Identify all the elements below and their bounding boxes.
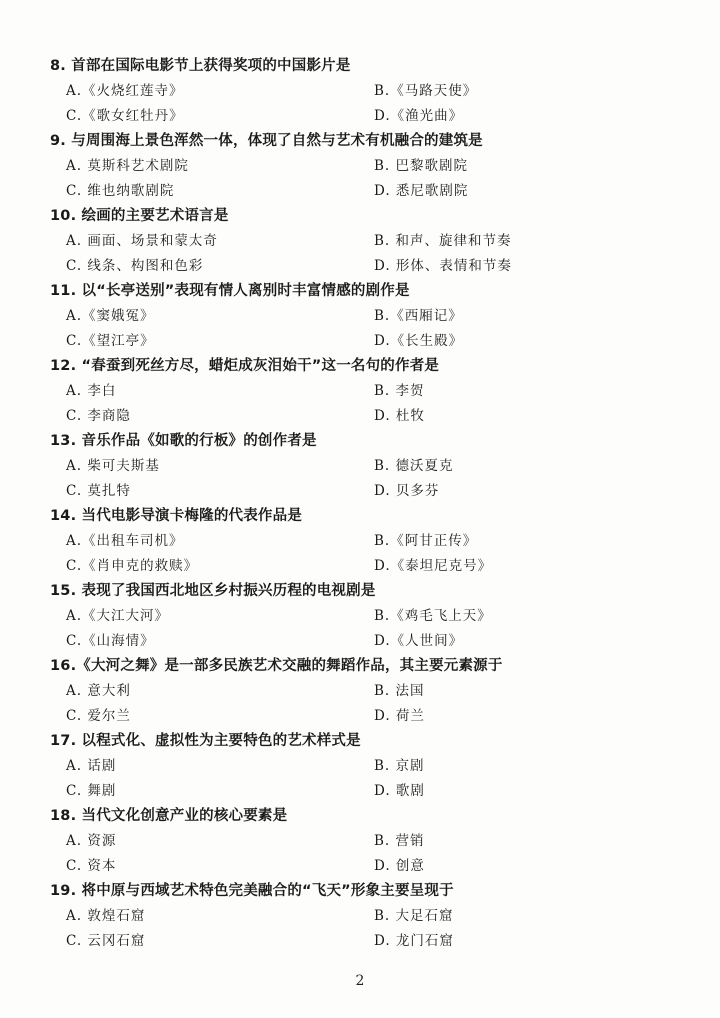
question-stem: 18. 当代文化创意产业的核心要素是	[50, 808, 288, 824]
question-stem: 10. 绘画的主要艺术语言是	[50, 208, 229, 224]
option-c: C. 李商隐	[66, 408, 131, 424]
question-list	[50, 54, 690, 954]
option-row	[50, 904, 690, 929]
option-b: B.《马路天使》	[374, 83, 478, 99]
question-9	[50, 129, 690, 204]
option-d: D. 龙门石窟	[374, 933, 454, 949]
option-b: B. 李贺	[374, 383, 425, 399]
option-b: B. 德沃夏克	[374, 458, 454, 474]
option-row	[50, 79, 690, 104]
option-b: B.《鸡毛飞上天》	[374, 608, 492, 624]
option-a: A.《窦娥冤》	[66, 308, 155, 324]
option-c: C.《歌女红牡丹》	[66, 108, 184, 124]
question-stem: 9. 与周围海上景色浑然一体，体现了自然与艺术有机融合的建筑是	[50, 133, 483, 149]
option-row	[50, 154, 690, 179]
option-a: A. 李白	[66, 383, 117, 399]
option-b: B. 法国	[374, 683, 425, 699]
option-a: A.《火烧红莲寺》	[66, 83, 184, 99]
question-stem: 15. 表现了我国西北地区乡村振兴历程的电视剧是	[50, 583, 376, 599]
question-stem: 19. 将中原与西域艺术特色完美融合的“飞天”形象主要呈现于	[50, 883, 454, 899]
option-row	[50, 529, 690, 554]
option-row	[50, 404, 690, 429]
option-a: A. 莫斯科艺术剧院	[66, 158, 189, 174]
option-row	[50, 929, 690, 954]
option-b: B. 大足石窟	[374, 908, 454, 924]
option-d: D.《人世间》	[374, 633, 464, 649]
option-a: A. 话剧	[66, 758, 117, 774]
option-row	[50, 479, 690, 504]
option-d: D. 歌剧	[374, 783, 425, 799]
option-a: A. 柴可夫斯基	[66, 458, 160, 474]
option-row	[50, 329, 690, 354]
question-stem: 8. 首部在国际电影节上获得奖项的中国影片是	[50, 58, 351, 74]
question-stem: 16.《大河之舞》是一部多民族艺术交融的舞蹈作品，其主要元素源于	[50, 658, 503, 674]
option-b: B.《阿甘正传》	[374, 533, 478, 549]
question-11	[50, 279, 690, 354]
option-d: D.《渔光曲》	[374, 108, 464, 124]
question-15	[50, 579, 690, 654]
question-stem: 14. 当代电影导演卡梅隆的代表作品是	[50, 508, 303, 524]
option-row	[50, 704, 690, 729]
question-stem: 12. “春蚕到死丝方尽，蜡炬成灰泪始干”这一名句的作者是	[50, 358, 440, 374]
option-a: A. 意大利	[66, 683, 131, 699]
option-a: A.《出租车司机》	[66, 533, 184, 549]
option-row	[50, 104, 690, 129]
option-row	[50, 254, 690, 279]
option-row	[50, 779, 690, 804]
option-row	[50, 754, 690, 779]
option-row	[50, 379, 690, 404]
option-a: A. 敦煌石窟	[66, 908, 146, 924]
question-18	[50, 804, 690, 879]
option-c: C. 资本	[66, 858, 117, 874]
option-d: D. 荷兰	[374, 708, 425, 724]
option-c: C. 线条、构图和色彩	[66, 258, 204, 274]
option-c: C.《肖申克的救赎》	[66, 558, 199, 574]
question-stem: 13. 音乐作品《如歌的行板》的创作者是	[50, 433, 317, 449]
option-b: B. 巴黎歌剧院	[374, 158, 469, 174]
option-c: C. 云冈石窟	[66, 933, 146, 949]
page-number: 2	[355, 973, 365, 989]
option-row	[50, 629, 690, 654]
question-16	[50, 654, 690, 729]
option-d: D. 形体、表情和节奏	[374, 258, 512, 274]
question-14	[50, 504, 690, 579]
option-c: C.《望江亭》	[66, 333, 155, 349]
question-12	[50, 354, 690, 429]
option-b: B.《西厢记》	[374, 308, 463, 324]
question-13	[50, 429, 690, 504]
option-d: D. 创意	[374, 858, 425, 874]
question-8	[50, 54, 690, 129]
option-c: C.《山海情》	[66, 633, 155, 649]
option-row	[50, 304, 690, 329]
option-b: B. 营销	[374, 833, 425, 849]
question-17	[50, 729, 690, 804]
option-row	[50, 179, 690, 204]
option-row	[50, 829, 690, 854]
question-19	[50, 879, 690, 954]
question-stem: 17. 以程式化、虚拟性为主要特色的艺术样式是	[50, 733, 361, 749]
option-b: B. 京剧	[374, 758, 425, 774]
option-row	[50, 554, 690, 579]
option-a: A. 画面、场景和蒙太奇	[66, 233, 218, 249]
option-c: C. 维也纳歌剧院	[66, 183, 175, 199]
option-c: C. 莫扎特	[66, 483, 131, 499]
question-10	[50, 204, 690, 279]
question-stem: 11. 以“长亭送别”表现有情人离别时丰富情感的剧作是	[50, 283, 410, 299]
option-d: D.《长生殿》	[374, 333, 464, 349]
option-a: A. 资源	[66, 833, 117, 849]
option-d: D.《泰坦尼克号》	[374, 558, 493, 574]
option-row	[50, 229, 690, 254]
option-row	[50, 679, 690, 704]
option-a: A.《大江大河》	[66, 608, 170, 624]
option-c: C. 爱尔兰	[66, 708, 131, 724]
option-d: D. 杜牧	[374, 408, 425, 424]
option-d: D. 贝多芬	[374, 483, 440, 499]
option-b: B. 和声、旋律和节奏	[374, 233, 512, 249]
option-row	[50, 454, 690, 479]
option-d: D. 悉尼歌剧院	[374, 183, 469, 199]
option-row	[50, 604, 690, 629]
option-c: C. 舞剧	[66, 783, 117, 799]
option-row	[50, 854, 690, 879]
